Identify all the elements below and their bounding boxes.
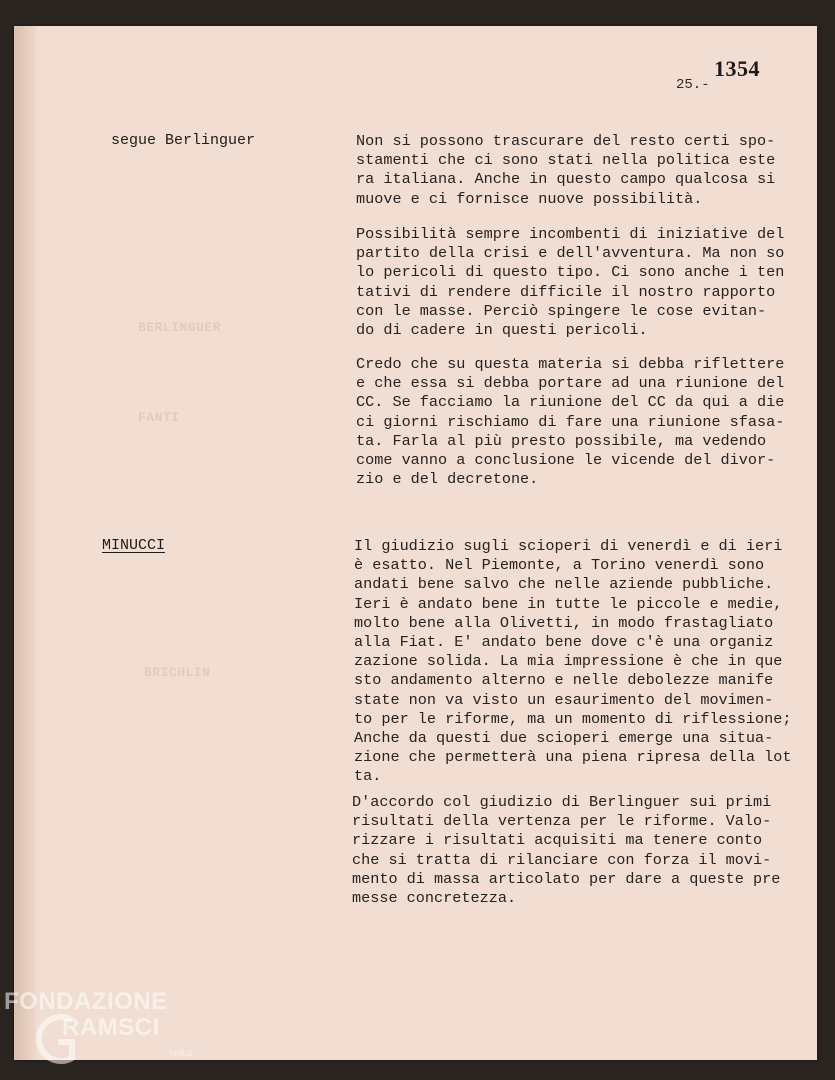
page-number: 25.-	[676, 77, 710, 93]
text-line: è esatto. Nel Piemonte, a Torino venerdì sono	[354, 556, 765, 575]
text-line: che si tratta di rilanciare con forza il movi-	[352, 850, 772, 869]
text-line: Anche da questi due scioperi emerge una situa-	[354, 728, 774, 747]
text-line: stamenti che ci sono stati nella politica este	[356, 151, 776, 170]
text-line: come vanno a conclusione le vicende del divor-	[356, 450, 776, 469]
text-line: messe concretezza.	[352, 888, 517, 907]
text-line: partito della crisi e dell'avventura. Ma non so	[356, 244, 785, 263]
logo-line-1: FONDAZIONE	[4, 988, 168, 1015]
logo-line-2: RAMSCI	[62, 1014, 160, 1041]
text-line: rizzare i risultati acquisiti ma tenere conto	[352, 831, 763, 850]
text-line: Non si possono trascurare del resto certi spo-	[356, 132, 776, 150]
speaker-label: MINUCCI	[102, 537, 166, 554]
paragraph	[354, 537, 804, 786]
text-line: ta.	[354, 767, 382, 786]
text-line: zazione solida. La mia impressione è che in que	[354, 652, 783, 671]
ghost-margin-note: FANTI	[138, 410, 180, 425]
paragraph	[356, 225, 806, 340]
text-line: Il giudizio sugli scioperi di venerdì e di ieri	[354, 537, 783, 555]
text-line: con le masse. Perciò spingere le cose evitan-	[356, 301, 767, 320]
text-line: tativi di rendere difficile il nostro rapporto	[356, 282, 776, 301]
text-line: molto bene alla Olivetti, in modo frastagliato	[354, 613, 774, 632]
paragraph	[356, 132, 806, 209]
text-line: Possibilità sempre incombenti di iniziative del	[356, 225, 785, 243]
speaker-label: segue Berlinguer	[111, 132, 256, 149]
text-line: mento di massa articolato per dare a queste pre	[352, 869, 781, 888]
text-line: do di cadere in questi pericoli.	[356, 320, 648, 339]
text-line: muove e ci fornisce nuove possibilità.	[356, 189, 703, 208]
text-line: andati bene salvo che nelle aziende pubbliche.	[354, 575, 774, 594]
archive-number: 1354	[714, 56, 760, 81]
text-line: D'accordo col giudizio di Berlinguer sui primi	[352, 793, 772, 811]
text-line: Credo che su questa materia si debba riflettere	[356, 355, 785, 373]
ghost-margin-note: BRICHLIN	[144, 665, 211, 680]
text-line: zio e del decretone.	[356, 470, 539, 489]
ghost-margin-note: BERLINGUER	[138, 320, 222, 335]
text-line: state non va visto un esaurimento del movimen-	[354, 690, 774, 709]
text-line: to per le riforme, ma un momento di riflessione;	[354, 709, 792, 728]
text-line: risultati della vertenza per le riforme. Valo-	[352, 812, 772, 831]
paragraph	[352, 793, 802, 908]
text-line: sto andamento alterno e nelle debolezze manife	[354, 671, 774, 690]
text-line: lo pericoli di questo tipo. Ci sono anche i ten	[356, 263, 785, 282]
paragraph	[356, 355, 806, 489]
text-line: e che essa si debba portare ad una riunione del	[356, 374, 785, 393]
page-edge	[14, 26, 36, 1060]
text-line: ra italiana. Anche in questo campo qualcosa si	[356, 170, 776, 189]
text-line: alla Fiat. E' andato bene dove c'è una organiz	[354, 632, 774, 651]
text-line: ci giorni rischiamo di fare una riunione sfasa-	[356, 412, 785, 431]
text-line: zione che permetterà una piena ripresa della lot	[354, 748, 792, 767]
fondazione-gramsci-logo	[4, 988, 214, 1076]
text-line: Ieri è andato bene in tutte le piccole e medie,	[354, 594, 783, 613]
text-line: ta. Farla al più presto possibile, ma vedendo	[356, 431, 767, 450]
logo-line-3: onlus	[169, 1048, 193, 1059]
text-line: CC. Se facciamo la riunione del CC da qui a die	[356, 393, 785, 412]
